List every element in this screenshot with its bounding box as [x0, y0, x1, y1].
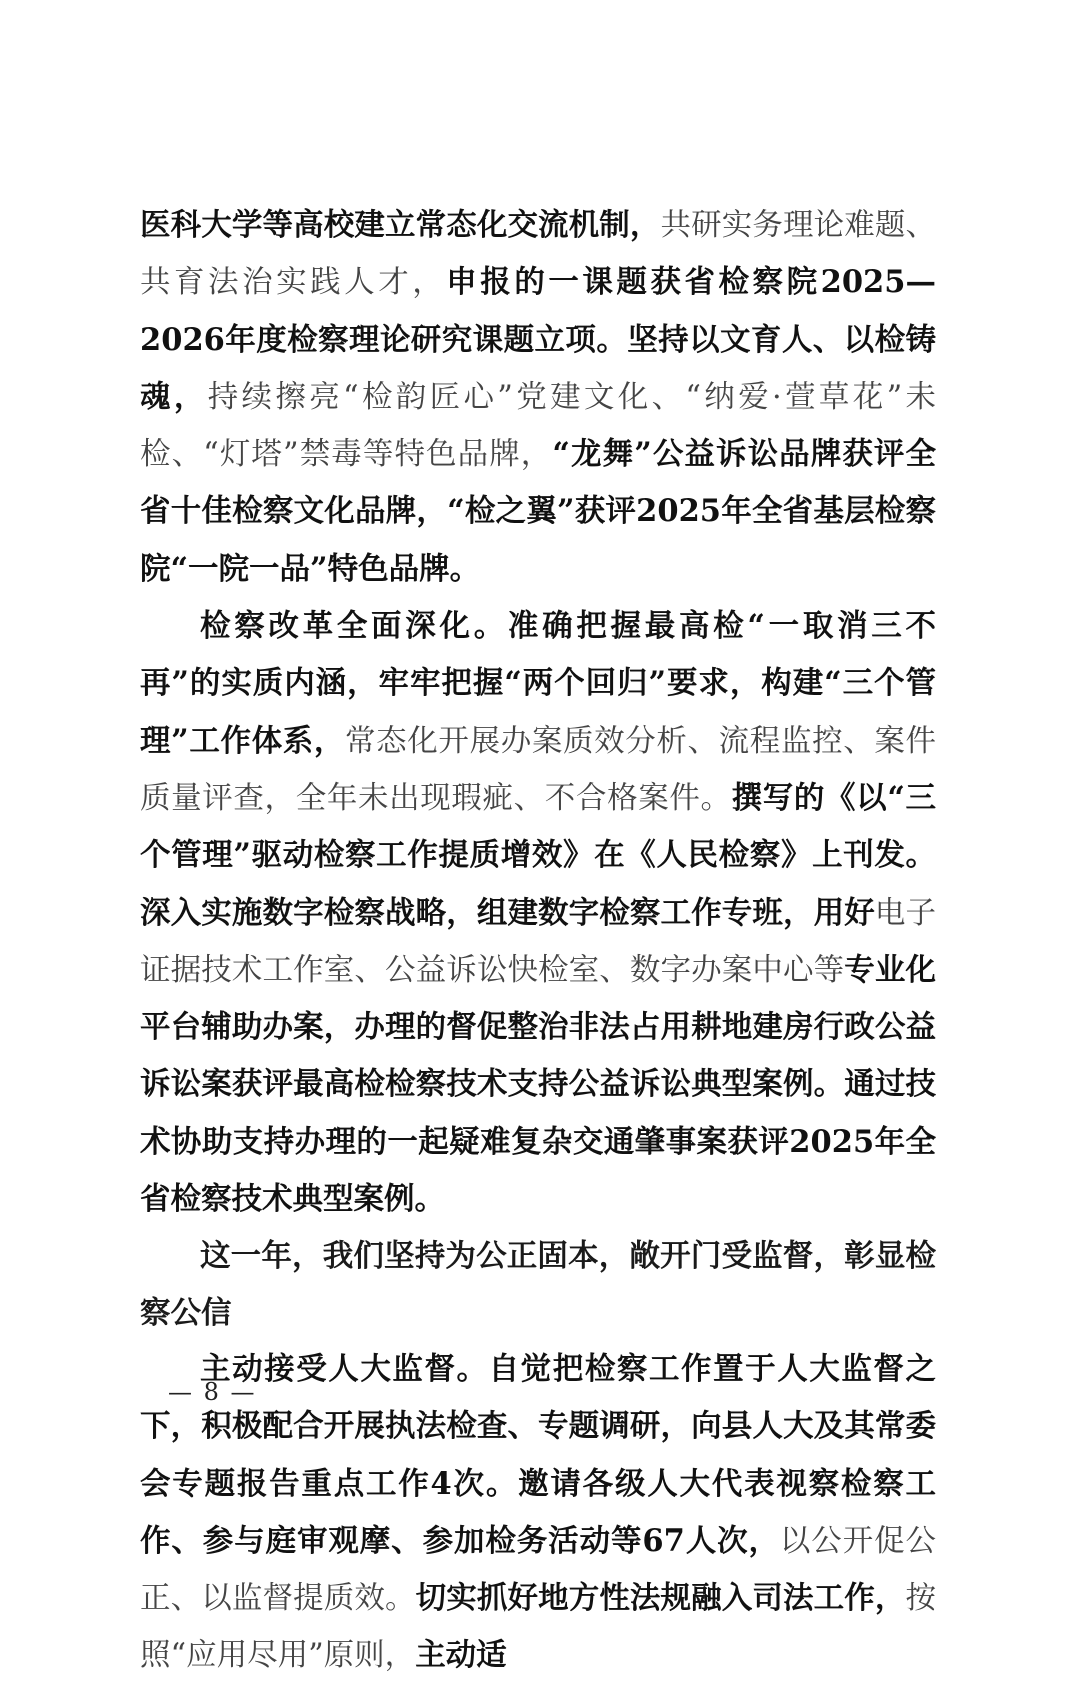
- text-span: 专业化平台辅助办案，办理的督促整治非法占用耕地建房行政公益诉讼案获评最高检检察技术支持公益诉讼典型案例。通过技术协助支持办理的一起疑难复杂交通肇事案获评2025年全省检察技术典型案例。: [140, 951, 937, 1218]
- text-span: 撰写的《以“三个管理”驱动检察工作提质增效》在《人民检察》上刊发。深入实施数字检察战略，组建数字检察工作专班，用好: [140, 779, 936, 931]
- text-span: 共研实务理论难题、共育法治实践人才，: [140, 208, 937, 301]
- text-span: 医科大学等高校建立常态化交流机制，: [140, 207, 661, 243]
- paragraph-4: [140, 1341, 936, 1685]
- text-span: 持续擦亮“检韵匠心”党建文化、“纳爱·萱草花”未检、“灯塔”禁毒等特色品牌，: [140, 379, 936, 473]
- text-span: 主动适: [415, 1637, 507, 1674]
- section-heading: [140, 1228, 936, 1341]
- text-span: 常态化开展办案质效分析、流程监控、案件质量评查，全年未出现瑕疵、不合格案件。: [140, 723, 937, 816]
- document-body: [140, 197, 936, 1685]
- paragraph-2: [140, 598, 936, 1228]
- text-span: 以公开促公正、以监督提质效。: [140, 1523, 936, 1617]
- text-span: 电子证据技术工作室、公益诉讼快检室、数字办案中心等: [140, 895, 937, 988]
- text-span: 检察改革全面深化。准确把握最高检“一取消三不再”的实质内涵，牢牢把握“两个回归”要求，构建“三个管理”工作体系，: [140, 608, 936, 759]
- section-heading-text: 这一年，我们坚持为公正固本，敞开门受监督，彰显检察公信: [140, 1238, 936, 1331]
- text-span: “龙舞”公益诉讼品牌获评全省十佳检察文化品牌，“检之翼”获评2025年全省基层检察院“一院一品”特色品牌。: [140, 436, 937, 587]
- text-span: 主动接受人大监督。自觉把检察工作置于人大监督之下，积极配合开展执法检查、专题调研，向县人大及其常委会专题报告重点工作4次。邀请各级人大代表视察检察工作、参与庭审观摩、参加检务活动等67人次，: [140, 1350, 936, 1559]
- text-span: 切实抓好地方性法规融入司法工作，: [415, 1580, 906, 1617]
- paragraph-1: [140, 197, 936, 598]
- text-span: 申报的一课题获省检察院2025—2026年度检察理论研究课题立项。坚持以文育人、以检铸魂，: [140, 264, 937, 415]
- text-span: 按照“应用尽用”原则，: [140, 1581, 937, 1674]
- page-number: — 8 —: [168, 1378, 257, 1406]
